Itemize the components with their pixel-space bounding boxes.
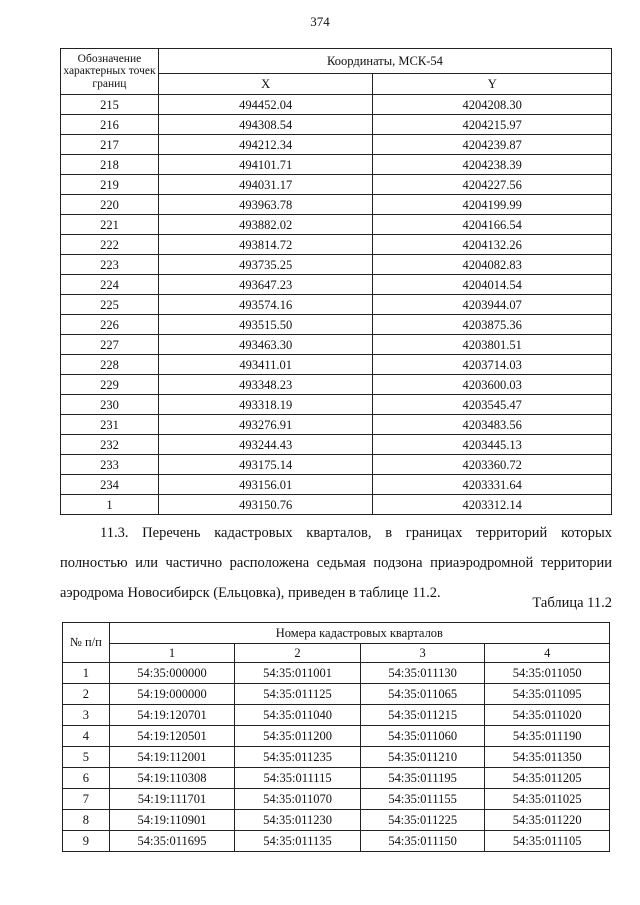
- x-cell: 494031.17: [158, 175, 373, 195]
- cadastral-cell-2: 54:35:011001: [235, 663, 361, 684]
- table-row: [61, 275, 612, 295]
- cadastral-cell-4: 54:35:011190: [485, 726, 610, 747]
- table-row: [61, 475, 612, 495]
- point-cell: 225: [61, 295, 159, 315]
- y-cell: 4203445.13: [373, 435, 612, 455]
- table-row: [63, 831, 610, 852]
- cadastral-cell-1: 54:35:011695: [109, 831, 235, 852]
- cadastral-quarters-table: [62, 622, 610, 852]
- y-cell: 4204014.54: [373, 275, 612, 295]
- cadastral-cell-1: 54:19:120501: [109, 726, 235, 747]
- x-cell: 494452.04: [158, 95, 373, 115]
- number-cell: 8: [63, 810, 110, 831]
- coordinates-table: [60, 48, 612, 515]
- table-row: [61, 355, 612, 375]
- column-header-cadastral-numbers: Номера кадастровых кварталов: [109, 623, 609, 644]
- x-cell: 493156.01: [158, 475, 373, 495]
- cadastral-cell-2: 54:35:011135: [235, 831, 361, 852]
- table-row: [63, 726, 610, 747]
- table-row: [61, 315, 612, 335]
- number-cell: 3: [63, 705, 110, 726]
- table-row: [61, 235, 612, 255]
- table-row: [61, 135, 612, 155]
- x-cell: 493175.14: [158, 455, 373, 475]
- column-header-coordinates: Координаты, МСК-54: [158, 49, 611, 74]
- number-cell: 7: [63, 789, 110, 810]
- table-row: [61, 255, 612, 275]
- column-header-y: Y: [373, 74, 612, 95]
- cadastral-cell-1: 54:19:112001: [109, 747, 235, 768]
- x-cell: 493348.23: [158, 375, 373, 395]
- table-caption: Таблица 11.2: [532, 595, 612, 611]
- table-row: [61, 495, 612, 515]
- point-cell: 216: [61, 115, 159, 135]
- table-row: [63, 768, 610, 789]
- point-cell: 219: [61, 175, 159, 195]
- y-cell: 4203312.14: [373, 495, 612, 515]
- column-header-sub-2: 2: [235, 644, 361, 663]
- table-row: [61, 95, 612, 115]
- cadastral-cell-4: 54:35:011025: [485, 789, 610, 810]
- table-row: [61, 195, 612, 215]
- y-cell: 4203545.47: [373, 395, 612, 415]
- x-cell: 493735.25: [158, 255, 373, 275]
- table-row: [63, 747, 610, 768]
- cadastral-cell-3: 54:35:011130: [360, 663, 485, 684]
- number-cell: 5: [63, 747, 110, 768]
- x-cell: 493515.50: [158, 315, 373, 335]
- point-cell: 222: [61, 235, 159, 255]
- table-row: [61, 435, 612, 455]
- cadastral-cell-3: 54:35:011150: [360, 831, 485, 852]
- cadastral-cell-4: 54:35:011350: [485, 747, 610, 768]
- table-row: [61, 395, 612, 415]
- point-cell: 1: [61, 495, 159, 515]
- y-cell: 4203331.64: [373, 475, 612, 495]
- y-cell: 4204199.99: [373, 195, 612, 215]
- table-row: [61, 375, 612, 395]
- table-row: [61, 455, 612, 475]
- point-cell: 227: [61, 335, 159, 355]
- cadastral-cell-2: 54:35:011115: [235, 768, 361, 789]
- x-cell: 493150.76: [158, 495, 373, 515]
- y-cell: 4204082.83: [373, 255, 612, 275]
- y-cell: 4204215.97: [373, 115, 612, 135]
- table-row: [61, 415, 612, 435]
- column-header-number: № п/п: [63, 623, 110, 663]
- paragraph-text: 11.3. Перечень кадастровых кварталов, в границах территорий которых полностью или частично расположена седьмая подзона приаэродромной территории аэродрома Новосибирск (Ельцовка), приведен в таблице 11.2.: [60, 525, 612, 601]
- cadastral-cell-1: 54:19:000000: [109, 684, 235, 705]
- y-cell: 4203875.36: [373, 315, 612, 335]
- y-cell: 4203944.07: [373, 295, 612, 315]
- x-cell: 493963.78: [158, 195, 373, 215]
- point-cell: 231: [61, 415, 159, 435]
- cadastral-cell-3: 54:35:011060: [360, 726, 485, 747]
- cadastral-cell-1: 54:19:110901: [109, 810, 235, 831]
- cadastral-cell-3: 54:35:011210: [360, 747, 485, 768]
- y-cell: 4203600.03: [373, 375, 612, 395]
- point-cell: 220: [61, 195, 159, 215]
- cadastral-cell-3: 54:35:011195: [360, 768, 485, 789]
- column-header-sub-1: 1: [109, 644, 235, 663]
- column-header-sub-3: 3: [360, 644, 485, 663]
- number-cell: 2: [63, 684, 110, 705]
- column-header-point: Обозначение характерных точек границ: [61, 49, 159, 95]
- y-cell: 4204238.39: [373, 155, 612, 175]
- table-row: [61, 215, 612, 235]
- point-cell: 218: [61, 155, 159, 175]
- point-cell: 229: [61, 375, 159, 395]
- cadastral-cell-2: 54:35:011040: [235, 705, 361, 726]
- table-row: [61, 295, 612, 315]
- column-header-x: X: [158, 74, 373, 95]
- table-row: [63, 684, 610, 705]
- cadastral-cell-1: 54:19:111701: [109, 789, 235, 810]
- point-cell: 226: [61, 315, 159, 335]
- x-cell: 494212.34: [158, 135, 373, 155]
- point-cell: 223: [61, 255, 159, 275]
- point-cell: 228: [61, 355, 159, 375]
- point-cell: 234: [61, 475, 159, 495]
- body-paragraph: [60, 518, 612, 608]
- point-cell: 224: [61, 275, 159, 295]
- cadastral-cell-3: 54:35:011155: [360, 789, 485, 810]
- point-cell: 230: [61, 395, 159, 415]
- cadastral-cell-4: 54:35:011095: [485, 684, 610, 705]
- number-cell: 1: [63, 663, 110, 684]
- point-cell: 215: [61, 95, 159, 115]
- x-cell: 493411.01: [158, 355, 373, 375]
- x-cell: 493244.43: [158, 435, 373, 455]
- cadastral-cell-1: 54:19:120701: [109, 705, 235, 726]
- y-cell: 4203483.56: [373, 415, 612, 435]
- point-cell: 217: [61, 135, 159, 155]
- cadastral-cell-4: 54:35:011020: [485, 705, 610, 726]
- cadastral-cell-4: 54:35:011220: [485, 810, 610, 831]
- x-cell: 493574.16: [158, 295, 373, 315]
- table-row: [63, 705, 610, 726]
- cadastral-cell-1: 54:35:000000: [109, 663, 235, 684]
- y-cell: 4204227.56: [373, 175, 612, 195]
- table-row: [63, 663, 610, 684]
- number-cell: 6: [63, 768, 110, 789]
- cadastral-cell-2: 54:35:011200: [235, 726, 361, 747]
- x-cell: 493814.72: [158, 235, 373, 255]
- cadastral-cell-1: 54:19:110308: [109, 768, 235, 789]
- table-row: [61, 335, 612, 355]
- x-cell: 493276.91: [158, 415, 373, 435]
- cadastral-cell-3: 54:35:011215: [360, 705, 485, 726]
- y-cell: 4204132.26: [373, 235, 612, 255]
- cadastral-cell-2: 54:35:011125: [235, 684, 361, 705]
- x-cell: 494101.71: [158, 155, 373, 175]
- cadastral-cell-4: 54:35:011205: [485, 768, 610, 789]
- table-row: [61, 155, 612, 175]
- number-cell: 4: [63, 726, 110, 747]
- x-cell: 494308.54: [158, 115, 373, 135]
- y-cell: 4203714.03: [373, 355, 612, 375]
- point-cell: 233: [61, 455, 159, 475]
- x-cell: 493463.30: [158, 335, 373, 355]
- cadastral-cell-4: 54:35:011105: [485, 831, 610, 852]
- page-number: 374: [310, 14, 330, 29]
- cadastral-cell-4: 54:35:011050: [485, 663, 610, 684]
- cadastral-cell-3: 54:35:011225: [360, 810, 485, 831]
- table-row: [61, 175, 612, 195]
- point-cell: 221: [61, 215, 159, 235]
- cadastral-cell-2: 54:35:011070: [235, 789, 361, 810]
- y-cell: 4204166.54: [373, 215, 612, 235]
- y-cell: 4203801.51: [373, 335, 612, 355]
- column-header-sub-4: 4: [485, 644, 610, 663]
- cadastral-cell-2: 54:35:011230: [235, 810, 361, 831]
- table-row: [63, 789, 610, 810]
- y-cell: 4204208.30: [373, 95, 612, 115]
- table-row: [61, 115, 612, 135]
- y-cell: 4204239.87: [373, 135, 612, 155]
- x-cell: 493882.02: [158, 215, 373, 235]
- y-cell: 4203360.72: [373, 455, 612, 475]
- cadastral-cell-3: 54:35:011065: [360, 684, 485, 705]
- x-cell: 493647.23: [158, 275, 373, 295]
- x-cell: 493318.19: [158, 395, 373, 415]
- cadastral-cell-2: 54:35:011235: [235, 747, 361, 768]
- table-row: [63, 810, 610, 831]
- point-cell: 232: [61, 435, 159, 455]
- number-cell: 9: [63, 831, 110, 852]
